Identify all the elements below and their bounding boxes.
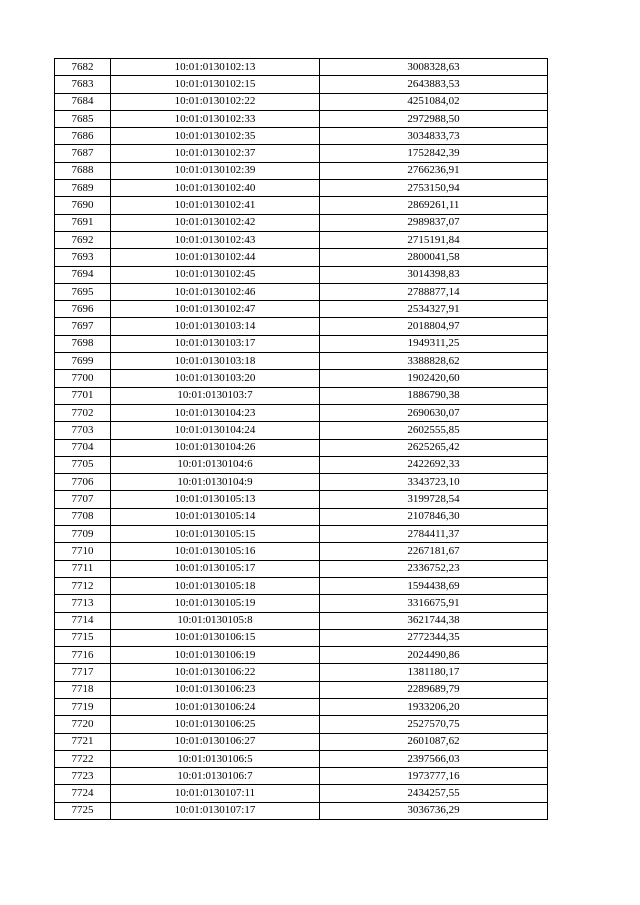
row-number-cell: 7718 xyxy=(55,681,111,698)
cadastral-value-cell: 2024490,86 xyxy=(320,647,548,664)
cadastral-value-cell: 2397566,03 xyxy=(320,750,548,767)
table-row xyxy=(55,474,548,491)
table-row xyxy=(55,543,548,560)
row-number-cell: 7687 xyxy=(55,145,111,162)
row-number-cell: 7689 xyxy=(55,180,111,197)
cadastral-value-cell: 2690630,07 xyxy=(320,404,548,421)
row-number-cell: 7692 xyxy=(55,231,111,248)
row-number-cell: 7711 xyxy=(55,560,111,577)
row-number-cell: 7725 xyxy=(55,802,111,819)
cadastral-number-cell: 10:01:0130102:42 xyxy=(111,214,320,231)
row-number-cell: 7714 xyxy=(55,612,111,629)
row-number-cell: 7696 xyxy=(55,301,111,318)
cadastral-value-cell: 1973777,16 xyxy=(320,768,548,785)
table-row xyxy=(55,681,548,698)
cadastral-value-cell: 3034833,73 xyxy=(320,128,548,145)
table-row xyxy=(55,162,548,179)
row-number-cell: 7686 xyxy=(55,128,111,145)
cadastral-value-cell: 2972988,50 xyxy=(320,110,548,127)
row-number-cell: 7697 xyxy=(55,318,111,335)
table-row xyxy=(55,577,548,594)
cadastral-number-cell: 10:01:0130104:23 xyxy=(111,404,320,421)
row-number-cell: 7709 xyxy=(55,526,111,543)
table-row xyxy=(55,802,548,819)
row-number-cell: 7713 xyxy=(55,595,111,612)
table-row xyxy=(55,318,548,335)
cadastral-number-cell: 10:01:0130106:27 xyxy=(111,733,320,750)
cadastral-number-cell: 10:01:0130102:39 xyxy=(111,162,320,179)
row-number-cell: 7708 xyxy=(55,508,111,525)
table-row xyxy=(55,491,548,508)
table-row xyxy=(55,59,548,76)
table-row xyxy=(55,785,548,802)
cadastral-number-cell: 10:01:0130102:37 xyxy=(111,145,320,162)
cadastral-number-cell: 10:01:0130105:15 xyxy=(111,526,320,543)
cadastral-value-cell: 2018804,97 xyxy=(320,318,548,335)
cadastral-number-cell: 10:01:0130107:11 xyxy=(111,785,320,802)
cadastral-number-cell: 10:01:0130102:43 xyxy=(111,231,320,248)
cadastral-number-cell: 10:01:0130102:40 xyxy=(111,180,320,197)
table-row xyxy=(55,647,548,664)
row-number-cell: 7710 xyxy=(55,543,111,560)
table-row xyxy=(55,353,548,370)
cadastral-value-cell: 4251084,02 xyxy=(320,93,548,110)
cadastral-number-cell: 10:01:0130103:20 xyxy=(111,370,320,387)
row-number-cell: 7707 xyxy=(55,491,111,508)
table-row xyxy=(55,128,548,145)
row-number-cell: 7690 xyxy=(55,197,111,214)
cadastral-value-cell: 3036736,29 xyxy=(320,802,548,819)
cadastral-number-cell: 10:01:0130103:14 xyxy=(111,318,320,335)
row-number-cell: 7695 xyxy=(55,283,111,300)
table-row xyxy=(55,716,548,733)
cadastral-value-cell: 1594438,69 xyxy=(320,577,548,594)
row-number-cell: 7723 xyxy=(55,768,111,785)
row-number-cell: 7683 xyxy=(55,76,111,93)
cadastral-value-cell: 2289689,79 xyxy=(320,681,548,698)
cadastral-number-cell: 10:01:0130104:9 xyxy=(111,474,320,491)
cadastral-value-cell: 2784411,37 xyxy=(320,526,548,543)
row-number-cell: 7712 xyxy=(55,577,111,594)
cadastral-number-cell: 10:01:0130103:17 xyxy=(111,335,320,352)
row-number-cell: 7685 xyxy=(55,110,111,127)
cadastral-value-cell: 2989837,07 xyxy=(320,214,548,231)
cadastral-number-cell: 10:01:0130106:24 xyxy=(111,698,320,715)
cadastral-number-cell: 10:01:0130104:26 xyxy=(111,439,320,456)
row-number-cell: 7702 xyxy=(55,404,111,421)
cadastral-value-cell: 2267181,67 xyxy=(320,543,548,560)
row-number-cell: 7722 xyxy=(55,750,111,767)
cadastral-number-cell: 10:01:0130107:17 xyxy=(111,802,320,819)
cadastral-value-cell: 2772344,35 xyxy=(320,629,548,646)
table-row xyxy=(55,439,548,456)
cadastral-number-cell: 10:01:0130105:17 xyxy=(111,560,320,577)
cadastral-value-cell: 1949311,25 xyxy=(320,335,548,352)
cadastral-value-cell: 1381180,17 xyxy=(320,664,548,681)
cadastral-value-cell: 3621744,38 xyxy=(320,612,548,629)
cadastral-number-cell: 10:01:0130105:14 xyxy=(111,508,320,525)
table-row xyxy=(55,335,548,352)
cadastral-value-cell: 2715191,84 xyxy=(320,231,548,248)
table-row xyxy=(55,664,548,681)
table-row xyxy=(55,387,548,404)
row-number-cell: 7699 xyxy=(55,353,111,370)
row-number-cell: 7701 xyxy=(55,387,111,404)
cadastral-value-cell: 3388828,62 xyxy=(320,353,548,370)
cadastral-number-cell: 10:01:0130102:13 xyxy=(111,59,320,76)
row-number-cell: 7721 xyxy=(55,733,111,750)
row-number-cell: 7724 xyxy=(55,785,111,802)
cadastral-value-cell: 3008328,63 xyxy=(320,59,548,76)
table-row xyxy=(55,266,548,283)
cadastral-number-cell: 10:01:0130105:19 xyxy=(111,595,320,612)
table-row xyxy=(55,422,548,439)
cadastral-value-cell: 1902420,60 xyxy=(320,370,548,387)
table-row xyxy=(55,93,548,110)
cadastral-number-cell: 10:01:0130102:41 xyxy=(111,197,320,214)
cadastral-number-cell: 10:01:0130106:23 xyxy=(111,681,320,698)
table-row xyxy=(55,214,548,231)
cadastral-value-cell: 2422692,33 xyxy=(320,456,548,473)
table-row xyxy=(55,301,548,318)
cadastral-number-cell: 10:01:0130106:15 xyxy=(111,629,320,646)
row-number-cell: 7720 xyxy=(55,716,111,733)
row-number-cell: 7706 xyxy=(55,474,111,491)
table-row xyxy=(55,595,548,612)
table-row xyxy=(55,526,548,543)
row-number-cell: 7693 xyxy=(55,249,111,266)
table-row xyxy=(55,110,548,127)
cadastral-number-cell: 10:01:0130104:6 xyxy=(111,456,320,473)
cadastral-value-cell: 2625265,42 xyxy=(320,439,548,456)
table-row xyxy=(55,560,548,577)
table-row xyxy=(55,145,548,162)
cadastral-value-cell: 1933206,20 xyxy=(320,698,548,715)
cadastral-value-cell: 3316675,91 xyxy=(320,595,548,612)
table-row xyxy=(55,629,548,646)
cadastral-number-cell: 10:01:0130103:7 xyxy=(111,387,320,404)
cadastral-value-cell: 2434257,55 xyxy=(320,785,548,802)
table-row xyxy=(55,456,548,473)
table-row xyxy=(55,733,548,750)
table-row xyxy=(55,698,548,715)
row-number-cell: 7700 xyxy=(55,370,111,387)
cadastral-value-table xyxy=(54,58,548,820)
cadastral-value-cell: 2601087,62 xyxy=(320,733,548,750)
row-number-cell: 7682 xyxy=(55,59,111,76)
cadastral-value-cell: 2753150,94 xyxy=(320,180,548,197)
table-row xyxy=(55,508,548,525)
row-number-cell: 7691 xyxy=(55,214,111,231)
cadastral-number-cell: 10:01:0130102:33 xyxy=(111,110,320,127)
cadastral-value-cell: 1752842,39 xyxy=(320,145,548,162)
table-row xyxy=(55,404,548,421)
cadastral-number-cell: 10:01:0130106:22 xyxy=(111,664,320,681)
table-row xyxy=(55,612,548,629)
table-row xyxy=(55,249,548,266)
cadastral-number-cell: 10:01:0130106:25 xyxy=(111,716,320,733)
table-body xyxy=(55,59,548,820)
row-number-cell: 7694 xyxy=(55,266,111,283)
table-row xyxy=(55,370,548,387)
row-number-cell: 7719 xyxy=(55,698,111,715)
cadastral-number-cell: 10:01:0130106:19 xyxy=(111,647,320,664)
row-number-cell: 7704 xyxy=(55,439,111,456)
cadastral-value-cell: 2788877,14 xyxy=(320,283,548,300)
cadastral-value-cell: 2527570,75 xyxy=(320,716,548,733)
row-number-cell: 7684 xyxy=(55,93,111,110)
cadastral-value-cell: 3343723,10 xyxy=(320,474,548,491)
row-number-cell: 7688 xyxy=(55,162,111,179)
row-number-cell: 7705 xyxy=(55,456,111,473)
cadastral-value-cell: 3014398,83 xyxy=(320,266,548,283)
cadastral-number-cell: 10:01:0130104:24 xyxy=(111,422,320,439)
row-number-cell: 7715 xyxy=(55,629,111,646)
row-number-cell: 7717 xyxy=(55,664,111,681)
row-number-cell: 7716 xyxy=(55,647,111,664)
cadastral-value-cell: 2336752,23 xyxy=(320,560,548,577)
cadastral-number-cell: 10:01:0130105:8 xyxy=(111,612,320,629)
cadastral-value-cell: 2869261,11 xyxy=(320,197,548,214)
cadastral-number-cell: 10:01:0130102:45 xyxy=(111,266,320,283)
cadastral-number-cell: 10:01:0130103:18 xyxy=(111,353,320,370)
table-row xyxy=(55,180,548,197)
table-row xyxy=(55,750,548,767)
cadastral-value-cell: 2107846,30 xyxy=(320,508,548,525)
cadastral-number-cell: 10:01:0130102:35 xyxy=(111,128,320,145)
cadastral-number-cell: 10:01:0130102:15 xyxy=(111,76,320,93)
cadastral-value-cell: 2800041,58 xyxy=(320,249,548,266)
cadastral-number-cell: 10:01:0130102:46 xyxy=(111,283,320,300)
row-number-cell: 7703 xyxy=(55,422,111,439)
cadastral-number-cell: 10:01:0130105:16 xyxy=(111,543,320,560)
cadastral-number-cell: 10:01:0130106:7 xyxy=(111,768,320,785)
cadastral-value-cell: 2643883,53 xyxy=(320,76,548,93)
cadastral-number-cell: 10:01:0130106:5 xyxy=(111,750,320,767)
cadastral-value-cell: 2534327,91 xyxy=(320,301,548,318)
cadastral-number-cell: 10:01:0130105:18 xyxy=(111,577,320,594)
table-row xyxy=(55,231,548,248)
table-row xyxy=(55,768,548,785)
row-number-cell: 7698 xyxy=(55,335,111,352)
cadastral-value-cell: 3199728,54 xyxy=(320,491,548,508)
cadastral-number-cell: 10:01:0130102:47 xyxy=(111,301,320,318)
cadastral-value-cell: 2766236,91 xyxy=(320,162,548,179)
cadastral-number-cell: 10:01:0130105:13 xyxy=(111,491,320,508)
table-row xyxy=(55,197,548,214)
cadastral-number-cell: 10:01:0130102:22 xyxy=(111,93,320,110)
table-row xyxy=(55,76,548,93)
cadastral-value-cell: 1886790,38 xyxy=(320,387,548,404)
cadastral-value-cell: 2602555,85 xyxy=(320,422,548,439)
cadastral-number-cell: 10:01:0130102:44 xyxy=(111,249,320,266)
table-row xyxy=(55,283,548,300)
